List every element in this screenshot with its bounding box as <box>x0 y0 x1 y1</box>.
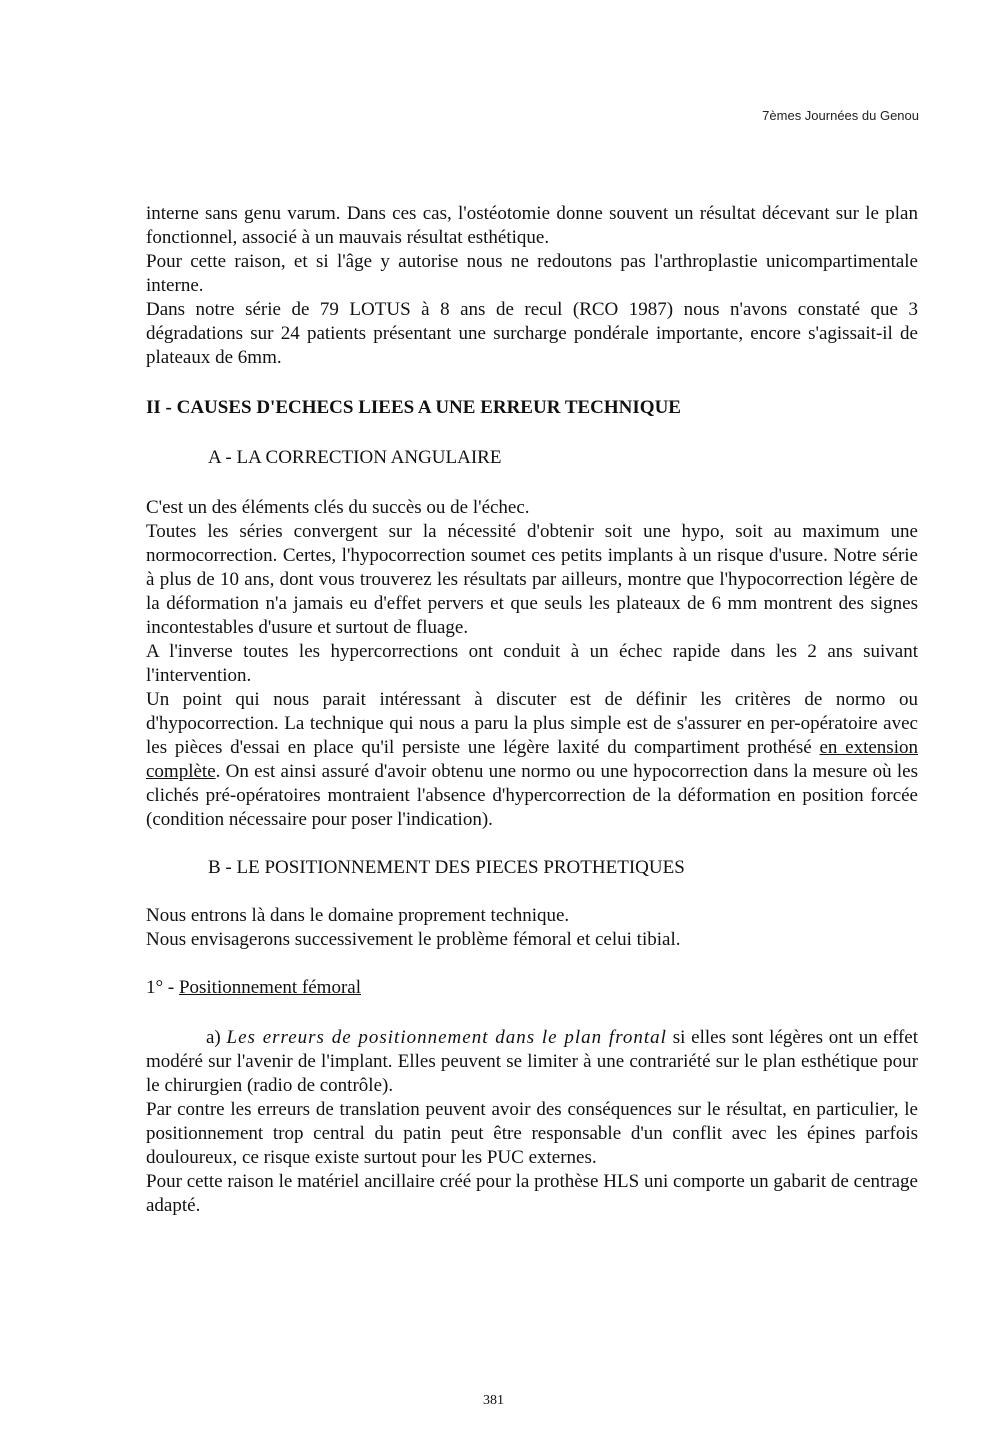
paragraph-8: Nous entrons là dans le domaine proprement technique. <box>146 905 570 926</box>
item-1-number: 1° - <box>146 977 179 998</box>
page-body <box>146 202 918 1218</box>
paragraph-10 <box>146 1026 918 1098</box>
paragraph-5: Toutes les séries convergent sur la nécessité d'obtenir soit une hypo, soit au maximum une normocorrection. Certes, l'hypocorrection soumet ces petits implants à un risque d'usure. Notre série à plus de 10 ans, dont vous trouverez les résultats par ailleurs, montre que l'hypocorrection légère de la déformation n'a jamais eu d'effet pervers et que seuls les plateaux de 6 mm montrent des signes incontestables d'usure et surtout de fluage. <box>146 521 918 638</box>
item-1-title: Positionnement fémoral <box>178 977 361 998</box>
paragraph-3: Dans notre série de 79 LOTUS à 8 ans de recul (RCO 1987) nous n'avons constaté que 3 dégradations sur 24 patients présentant une surcharge pondérale importante, encore s'agissait-il de plateaux de 6mm. <box>146 299 918 368</box>
paragraph-7-part-2: . On est ainsi assuré d'avoir obtenu une normo ou une hypocorrection dans la mesure où les clichés pré-opératoires montraient l'absence d'hypercorrection de la déformation en position forcée (condition nécessaire pour poser l'indication). <box>146 761 918 830</box>
paragraph-7 <box>146 688 918 832</box>
subsection-b-heading: B - LE POSITIONNEMENT DES PIECES PROTHETIQUES <box>208 857 685 878</box>
item-1-heading <box>146 976 918 1000</box>
paragraph-9: Nous envisagerons successivement le problème fémoral et celui tibial. <box>146 929 681 950</box>
section-ii-heading: II - CAUSES D'ECHECS LIEES A UNE ERREUR TECHNIQUE <box>146 397 681 418</box>
paragraph-11: Par contre les erreurs de translation peuvent avoir des conséquences sur le résultat, en particulier, le positionnement trop central du patin peut être responsable d'un conflit avec les épines parfois douloureux, ce risque existe surtout pour les PUC externes. <box>146 1099 918 1168</box>
running-header: 7èmes Journées du Genou <box>762 108 919 123</box>
paragraph-6: A l'inverse toutes les hypercorrections ont conduit à un échec rapide dans les 2 ans suivant l'intervention. <box>146 641 918 686</box>
paragraph-7-underlined: en extension complète <box>146 737 918 782</box>
paragraph-2: Pour cette raison, et si l'âge y autorise nous ne redoutons pas l'arthroplastie unicompartimentale interne. <box>146 251 918 296</box>
paragraph-10-prefix: a) <box>206 1027 227 1048</box>
paragraph-7-part-1: Un point qui nous parait intéressant à discuter est de définir les critères de normo ou d'hypocorrection. La technique qui nous a paru la plus simple est de s'assurer en per-opératoire avec les pièces d'essai en place qu'il persiste une légère laxité du compartiment prothésé <box>146 689 918 758</box>
paragraph-12: Pour cette raison le matériel ancillaire créé pour la prothèse HLS uni comporte un gabarit de centrage adapté. <box>146 1171 918 1216</box>
page-number: 381 <box>483 1393 504 1408</box>
paragraph-10-rest: si elles sont légères ont un effet modéré sur l'avenir de l'implant. Elles peuvent se limiter à une contrariété sur le plan esthétique pour le chirurgien (radio de contrôle). <box>146 1027 918 1096</box>
subsection-a-heading: A - LA CORRECTION ANGULAIRE <box>208 447 502 468</box>
paragraph-4: C'est un des éléments clés du succès ou de l'échec. <box>146 497 530 518</box>
paragraph-1: interne sans genu varum. Dans ces cas, l'ostéotomie donne souvent un résultat décevant sur le plan fonctionnel, associé à un mauvais résultat esthétique. <box>146 203 918 248</box>
paragraph-10-italic: Les erreurs de positionnement dans le plan frontal <box>226 1027 667 1048</box>
